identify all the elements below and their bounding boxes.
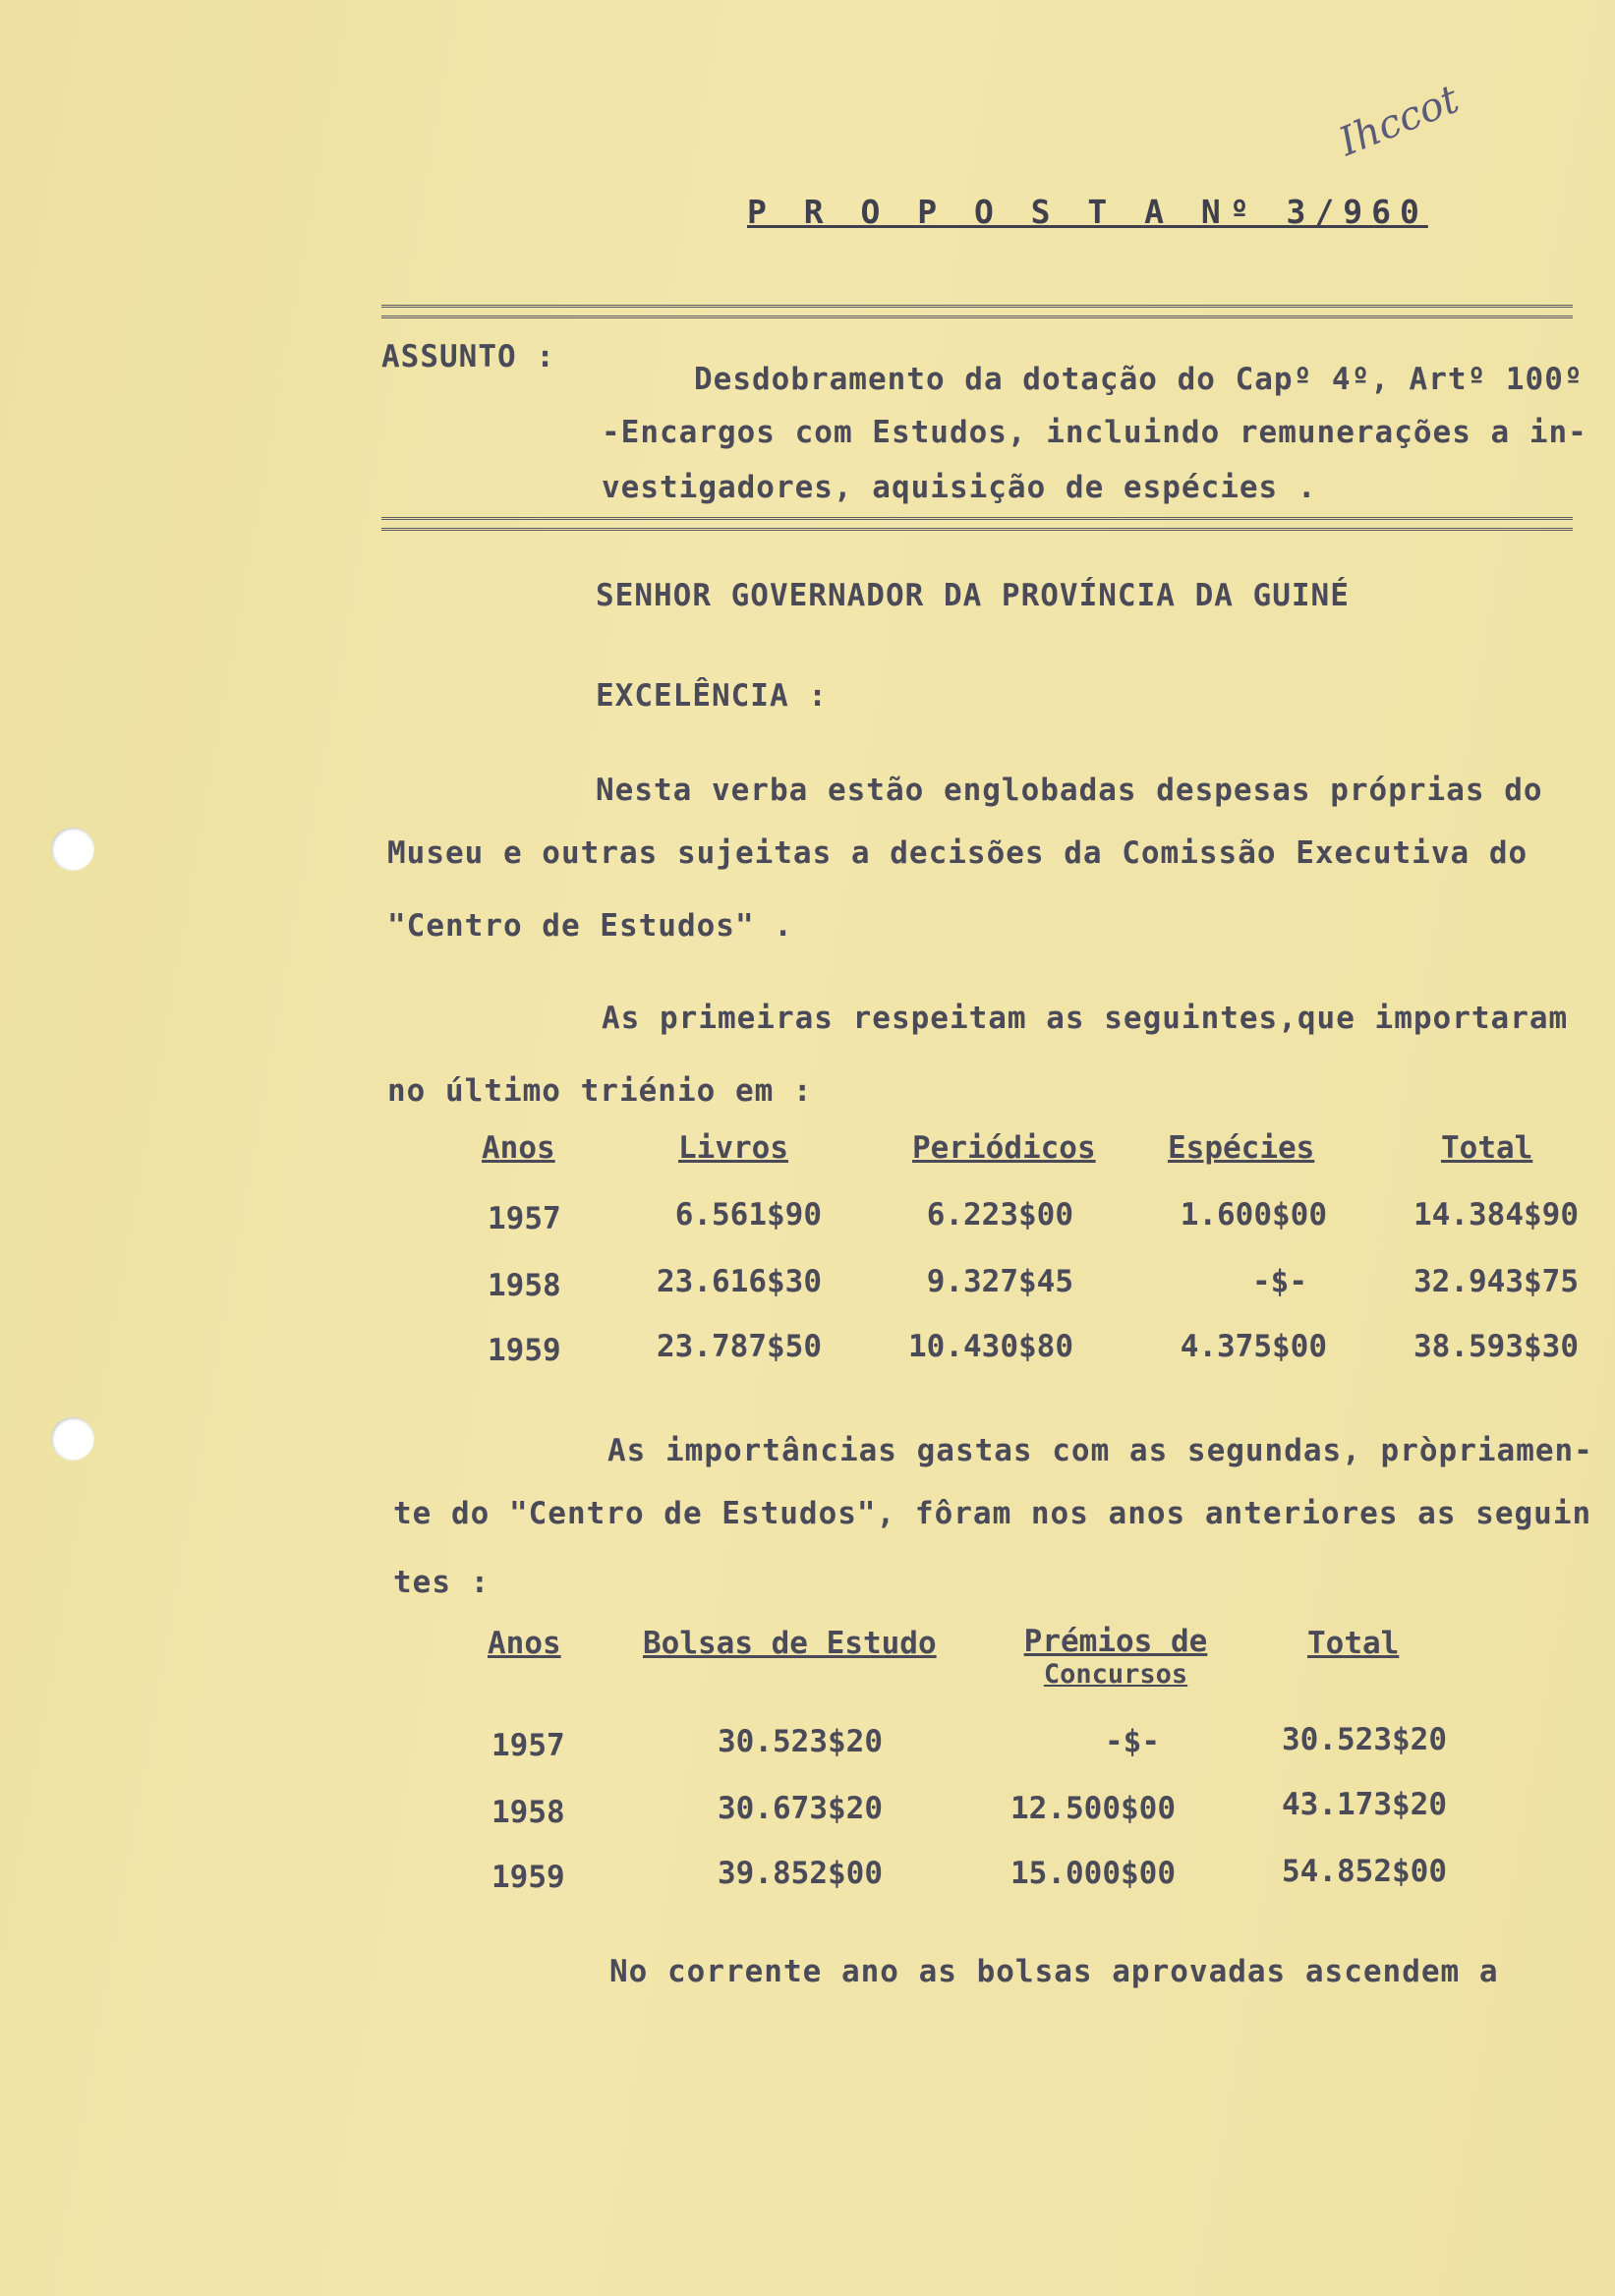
para4: No corrente ano as bolsas aprovadas ascendem a xyxy=(609,1954,1499,1989)
table2-header-concursos: Concursos xyxy=(1043,1659,1188,1690)
subject-line-2: -Encargos com Estudos, incluindo remunerações a in- xyxy=(602,415,1587,450)
table1-header-anos: Anos xyxy=(482,1130,555,1166)
table1-cell: 1959 xyxy=(488,1333,561,1368)
table2-header-bolsas: Bolsas de Estudo xyxy=(643,1626,937,1661)
table1-header-livros: Livros xyxy=(678,1130,788,1166)
para2-line-2: no último triénio em : xyxy=(387,1073,813,1109)
punch-hole-bottom xyxy=(51,1417,94,1461)
table1-cell: 1957 xyxy=(488,1201,561,1236)
para1-line-1: Nesta verba estão englobadas despesas próprias do xyxy=(596,773,1543,808)
para3-line-2: te do "Centro de Estudos", fôram nos anos anteriores as seguin xyxy=(393,1496,1592,1531)
table1-cell: 14.384$90 xyxy=(1413,1197,1579,1233)
table1-header-periodicos: Periódicos xyxy=(912,1130,1096,1166)
table2-header-premios: Prémios de xyxy=(1023,1624,1208,1659)
table1-cell: 23.616$30 xyxy=(657,1264,822,1299)
punch-hole-top xyxy=(51,828,94,871)
subject-label: ASSUNTO : xyxy=(381,339,555,374)
table2-cell: 30.673$20 xyxy=(718,1791,883,1826)
table2-cell: 54.852$00 xyxy=(1282,1854,1447,1889)
table1-cell: 23.787$50 xyxy=(657,1329,822,1364)
table2-cell: 30.523$20 xyxy=(1282,1722,1447,1757)
table1-cell: 10.430$80 xyxy=(908,1329,1073,1364)
table1-cell: 38.593$30 xyxy=(1413,1329,1579,1364)
table1-header-total: Total xyxy=(1441,1130,1533,1166)
addressee: SENHOR GOVERNADOR DA PROVÍNCIA DA GUINÉ xyxy=(596,578,1350,613)
table2-cell: 1958 xyxy=(491,1795,565,1830)
para3-line-1: As importâncias gastas com as segundas, pròpriamen- xyxy=(607,1433,1593,1468)
table1-cell: 32.943$75 xyxy=(1413,1264,1579,1299)
table2-cell: 39.852$00 xyxy=(718,1856,883,1891)
table1-header-especies: Espécies xyxy=(1168,1130,1315,1166)
table2-cell: 1959 xyxy=(491,1860,565,1895)
table2-cell: 1957 xyxy=(491,1728,565,1763)
table1-cell: 6.223$00 xyxy=(926,1197,1073,1233)
para1-line-2: Museu e outras sujeitas a decisões da Comissão Executiva do xyxy=(387,835,1528,871)
bottom-divider xyxy=(381,517,1573,531)
table2-cell: 12.500$00 xyxy=(1010,1791,1176,1826)
document-heading: P R O P O S T A Nº 3/960 xyxy=(747,193,1428,231)
table2-cell: 15.000$00 xyxy=(1010,1856,1176,1891)
table1-cell: 1.600$00 xyxy=(1180,1197,1327,1233)
table2-cell: 30.523$20 xyxy=(718,1724,883,1759)
table1-cell: 6.561$90 xyxy=(674,1197,822,1233)
salutation: EXCELÊNCIA : xyxy=(596,678,828,714)
table1-cell: 4.375$00 xyxy=(1180,1329,1327,1364)
para1-line-3: "Centro de Estudos" . xyxy=(387,908,793,944)
para3-line-3: tes : xyxy=(393,1565,490,1600)
table1-cell: 9.327$45 xyxy=(926,1264,1073,1299)
top-divider xyxy=(381,305,1573,318)
para2-line-1: As primeiras respeitam as seguintes,que importaram xyxy=(602,1001,1569,1036)
table2-cell: -$- xyxy=(1105,1724,1160,1759)
table2-header-anos: Anos xyxy=(488,1626,561,1661)
subject-line-1: Desdobramento da dotação do Capº 4º, Artº 100º xyxy=(694,362,1584,397)
table2-cell: 43.173$20 xyxy=(1282,1787,1447,1822)
table2-header-total: Total xyxy=(1307,1626,1400,1661)
handwritten-initials: Ihccot xyxy=(1332,76,1466,166)
table1-cell: 1958 xyxy=(488,1268,561,1303)
subject-line-3: vestigadores, aquisição de espécies . xyxy=(602,470,1317,505)
table1-cell: -$- xyxy=(1252,1264,1307,1299)
